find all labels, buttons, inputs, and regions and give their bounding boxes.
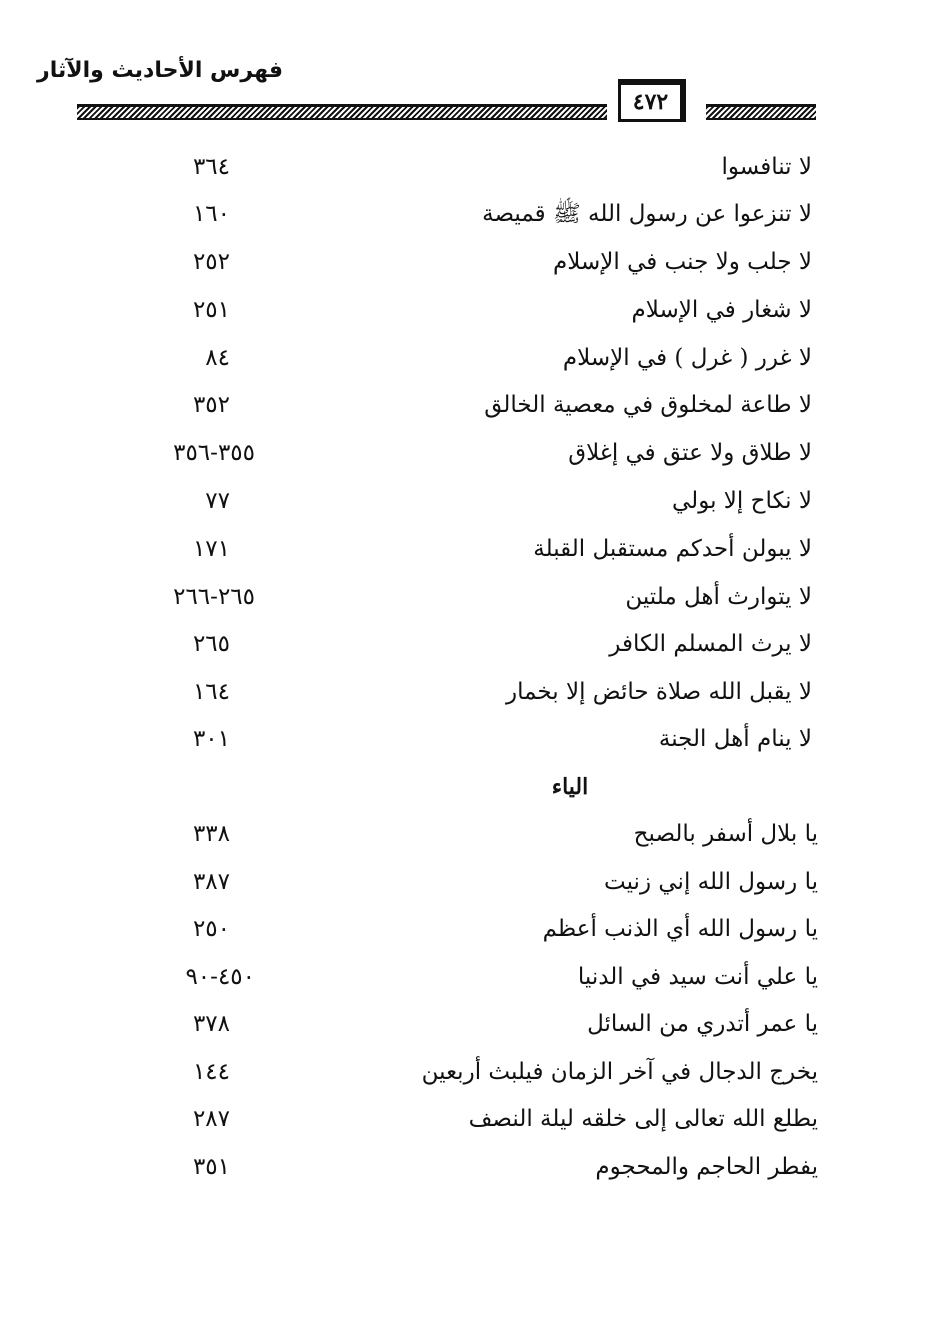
page-ref: ٣٥٥-٣٥٦ [173, 440, 255, 466]
section-heading: الياء [551, 774, 589, 800]
page-ref: ٤٥٠-٩٠ [185, 964, 255, 990]
hadith-text: يطلع الله تعالى إلى خلقه ليلة النصف [468, 1106, 818, 1132]
page-ref: ٢٦٥-٢٦٦ [173, 584, 255, 610]
hadith-text: لا يرث المسلم الكافر [609, 631, 812, 657]
hadith-text: لا غرر ( غرل ) في الإسلام [562, 345, 812, 371]
hadith-text: يا علي أنت سيد في الدنيا [577, 964, 818, 990]
page-ref: ٣٥١ [192, 1154, 230, 1180]
page-ref: ٢٨٧ [192, 1106, 230, 1132]
hadith-text: لا جلب ولا جنب في الإسلام [553, 249, 812, 275]
page-ref: ٣٦٤ [192, 154, 230, 180]
list-item [0, 811, 940, 857]
page-ref: ٣٧٨ [192, 1011, 230, 1037]
list-item [0, 287, 940, 333]
hadith-text: لا ينام أهل الجنة [658, 726, 812, 752]
list-item [0, 335, 940, 381]
list-item [0, 430, 940, 476]
header-rule-right [706, 104, 816, 120]
page-ref: ٢٦٥ [192, 631, 230, 657]
hadith-text: لا تنزعوا عن رسول الله ﷺ قميصة [482, 201, 812, 227]
hadith-text: لا نكاح إلا بولي [672, 488, 812, 514]
list-item [0, 1001, 940, 1047]
page-header [0, 0, 940, 140]
hadith-text: لا تنافسوا [721, 154, 812, 180]
page-ref: ٨٤ [205, 345, 230, 371]
page-ref: ٣٨٧ [192, 869, 230, 895]
list-item [0, 1096, 940, 1142]
page-number: ٤٧٢ [618, 79, 686, 122]
page-ref: ٧٧ [205, 488, 230, 514]
list-item [0, 859, 940, 905]
hadith-text: يفطر الحاجم والمحجوم [595, 1154, 818, 1180]
page-ref: ٢٥٢ [192, 249, 230, 275]
header-rule-left [77, 104, 607, 120]
running-title: فهرس الأحاديث والآثار [37, 58, 283, 83]
list-item [0, 906, 940, 952]
hadith-text: يخرج الدجال في آخر الزمان فيلبث أربعين [421, 1059, 818, 1085]
hadith-text: يا بلال أسفر بالصبح [633, 821, 818, 847]
page-ref: ٢٥١ [192, 297, 230, 323]
hadith-text: لا يقبل الله صلاة حائض إلا بخمار [506, 679, 812, 705]
page-ref: ٣٣٨ [192, 821, 230, 847]
list-item [0, 382, 940, 428]
hadith-text: يا عمر أتدري من السائل [587, 1011, 818, 1037]
hadith-text: لا طاعة لمخلوق في معصية الخالق [484, 392, 812, 418]
page-ref: ١٤٤ [192, 1059, 230, 1085]
hadith-text: لا يتوارث أهل ملتين [625, 584, 812, 610]
page-ref: ٢٥٠ [192, 916, 230, 942]
page-ref: ٣٠١ [192, 726, 230, 752]
page-ref: ١٧١ [192, 536, 230, 562]
list-item [0, 478, 940, 524]
list-item [0, 574, 940, 620]
page-ref: ١٦٤ [192, 679, 230, 705]
hadith-text: لا طلاق ولا عتق في إغلاق [568, 440, 812, 466]
list-item [0, 239, 940, 285]
hadith-text: يا رسول الله أي الذنب أعظم [542, 916, 818, 942]
list-item [0, 191, 940, 237]
page-ref: ١٦٠ [192, 201, 230, 227]
list-item [0, 954, 940, 1000]
list-item [0, 526, 940, 572]
hadith-text: لا يبولن أحدكم مستقبل القبلة [533, 536, 812, 562]
hadith-text: لا شغار في الإسلام [631, 297, 812, 323]
list-item [0, 1049, 940, 1095]
list-item [0, 1144, 940, 1190]
list-item [0, 621, 940, 667]
list-item [0, 669, 940, 715]
page-ref: ٣٥٢ [192, 392, 230, 418]
list-item [0, 716, 940, 762]
list-item [0, 144, 940, 190]
hadith-text: يا رسول الله إني زنيت [604, 869, 818, 895]
